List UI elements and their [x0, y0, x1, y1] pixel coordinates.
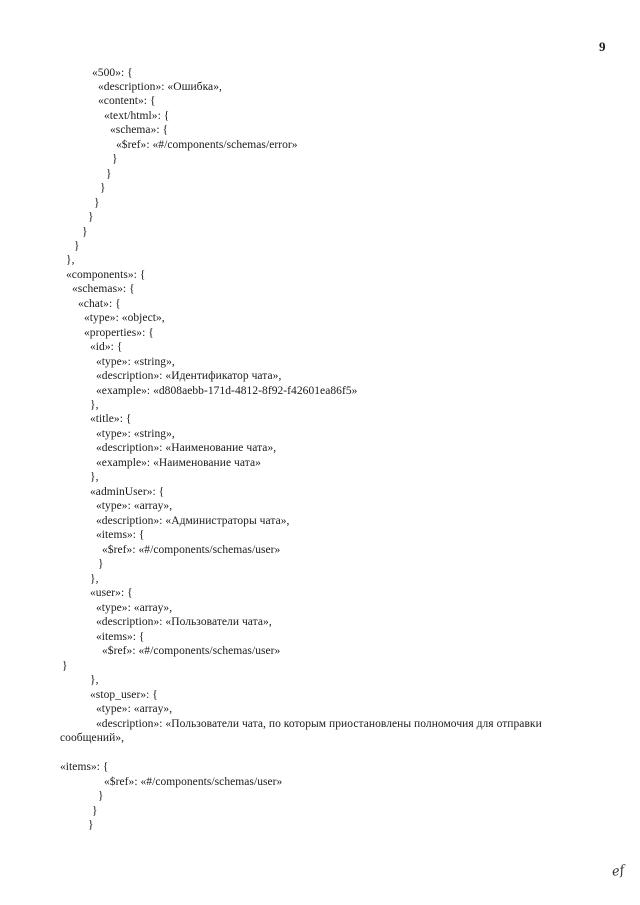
- code-line: «items»: {: [96, 631, 145, 643]
- code-line: «description»: «Идентификатор чата»,: [96, 370, 282, 382]
- code-line: «properties»: {: [84, 327, 154, 339]
- code-line: «type»: «array»,: [96, 602, 173, 614]
- code-line: },: [66, 254, 75, 266]
- code-line: «content»: {: [98, 95, 156, 107]
- code-line: «type»: «string»,: [96, 356, 175, 368]
- code-line: «description»: «Администраторы чата»,: [96, 515, 290, 527]
- code-line: },: [90, 674, 99, 686]
- code-line: }: [112, 153, 118, 165]
- code-line: }: [92, 805, 98, 817]
- code-line: }: [94, 197, 100, 209]
- code-line: «description»: «Пользователи чата, по которым приостановлены полномочия для отправки сообщений»,: [60, 718, 542, 744]
- code-line: «type»: «array»,: [96, 703, 173, 715]
- code-line: }: [82, 226, 88, 238]
- code-line: «adminUser»: {: [90, 486, 165, 498]
- code-line: }: [106, 168, 112, 180]
- code-line: «$ref»: «#/components/schemas/user»: [104, 776, 283, 788]
- code-line: }: [88, 819, 94, 831]
- code-line: «chat»: {: [78, 298, 121, 310]
- code-line: «description»: «Пользователи чата»,: [96, 616, 272, 628]
- code-line: }: [98, 558, 104, 570]
- code-line: «id»: {: [90, 341, 123, 353]
- code-line: «text/html»: {: [104, 110, 170, 122]
- code-line: «500»: {: [92, 67, 133, 79]
- code-line: «schemas»: {: [72, 283, 135, 295]
- code-line: },: [90, 573, 99, 585]
- code-line: «example»: «d808aebb-171d-4812-8f92-f42601ea86f5»: [96, 385, 358, 397]
- code-line: «items»: {: [96, 529, 145, 541]
- code-line: }: [100, 182, 106, 194]
- code-line: «example»: «Наименование чата»: [96, 457, 261, 469]
- code-line: «description»: «Ошибка»,: [98, 81, 222, 93]
- code-line: «$ref»: «#/components/schemas/user»: [102, 645, 281, 657]
- code-line: }: [62, 660, 68, 672]
- code-line: «$ref»: «#/components/schemas/error»: [116, 139, 298, 151]
- code-line: «items»: {: [60, 761, 109, 773]
- code-line: },: [90, 399, 99, 411]
- code-line: «title»: {: [90, 413, 132, 425]
- code-line: «schema»: {: [110, 124, 169, 136]
- code-line: «components»: {: [66, 269, 146, 281]
- code-line: «description»: «Наименование чата»,: [96, 442, 277, 454]
- code-line: }: [88, 211, 94, 223]
- code-line: }: [98, 790, 104, 802]
- code-line: «user»: {: [90, 587, 133, 599]
- code-line: «type»: «string»,: [96, 428, 175, 440]
- code-line: },: [90, 471, 99, 483]
- code-line: }: [74, 240, 80, 252]
- page-number: 9: [599, 39, 606, 54]
- code-line: «type»: «array»,: [96, 500, 173, 512]
- code-line: «stop_user»: {: [90, 689, 158, 701]
- handwritten-mark: ef: [611, 863, 626, 880]
- code-line: «$ref»: «#/components/schemas/user»: [102, 544, 281, 556]
- code-line: «type»: «object»,: [84, 312, 165, 324]
